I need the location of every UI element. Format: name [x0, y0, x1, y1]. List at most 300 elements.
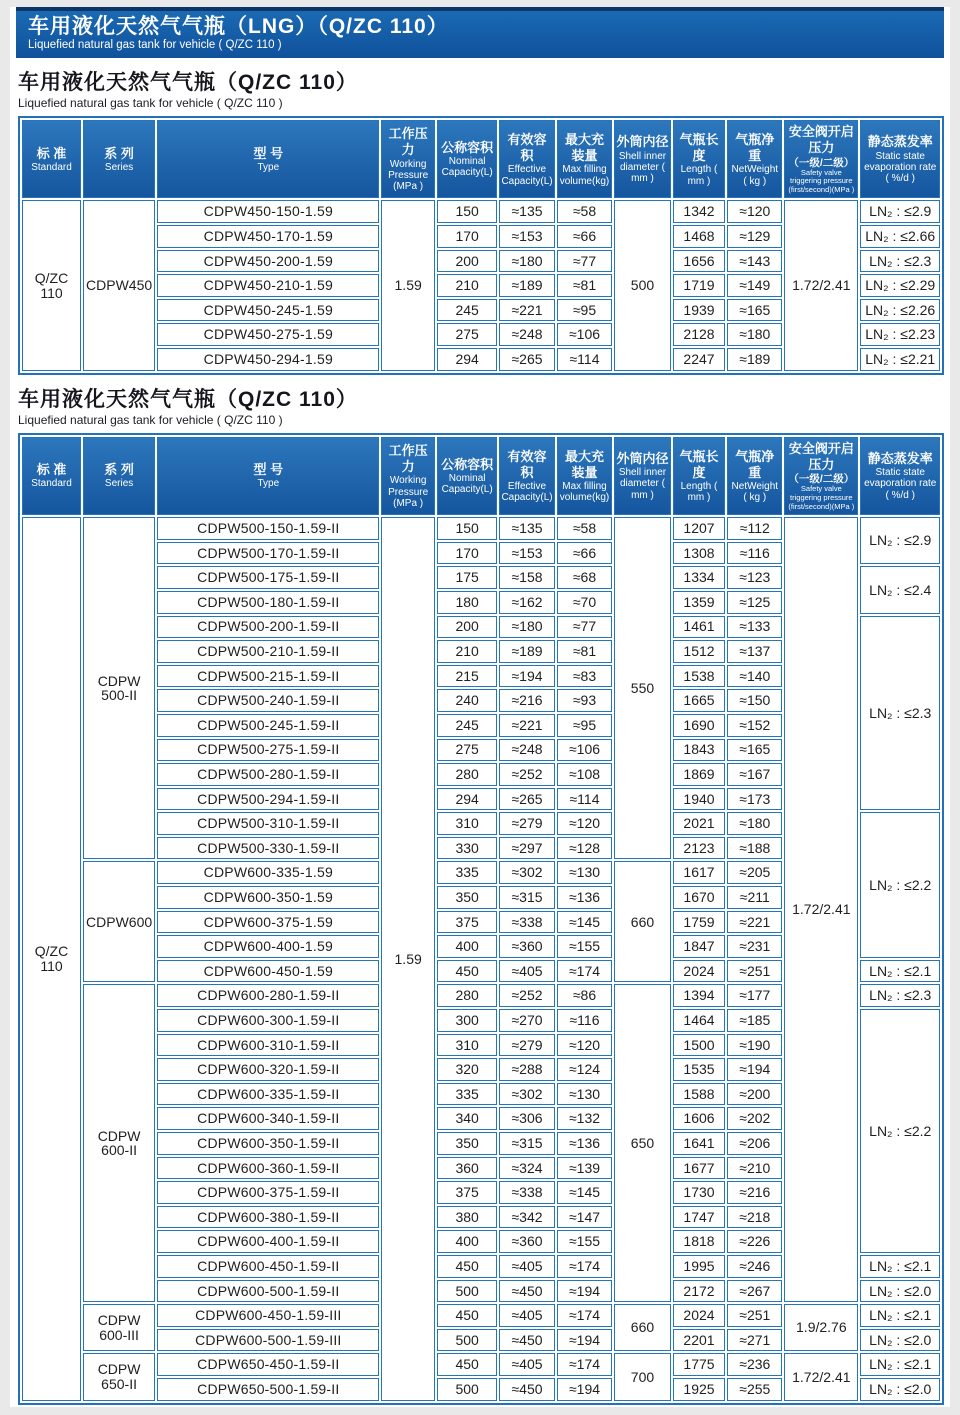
- shell-cell: 660: [614, 1304, 670, 1351]
- column-header-cn: 公称容积: [441, 456, 494, 472]
- max-filling-cell: ≈108: [557, 763, 613, 786]
- safety-cell: 1.72/2.41: [784, 1353, 858, 1400]
- section-title: 车用液化天然气气瓶（Q/ZC 110）: [18, 70, 358, 94]
- length-cell: 1775: [673, 1353, 726, 1376]
- section-subtitle: Liquefied natural gas tank for vehicle ( Q/ZC 110 ): [18, 96, 283, 111]
- net-weight-cell: ≈177: [727, 984, 782, 1007]
- net-weight-cell: ≈180: [727, 812, 782, 835]
- effective-capacity-cell: ≈302: [499, 861, 554, 884]
- length-cell: 2123: [673, 837, 726, 860]
- nominal-capacity-cell: 210: [437, 640, 498, 663]
- type-cell: CDPW450-170-1.59: [157, 225, 379, 248]
- column-header-cn: 工作压力: [388, 442, 428, 475]
- page-banner: [16, 7, 944, 58]
- column-header-en: Length ( mm ): [680, 164, 718, 187]
- max-filling-cell: ≈68: [557, 566, 613, 589]
- column-header-cn: 气瓶净重: [735, 448, 775, 480]
- column-header-cn2: （一级/二级）: [788, 473, 855, 486]
- effective-capacity-cell: ≈221: [499, 714, 554, 737]
- type-cell: CDPW600-340-1.59-II: [157, 1107, 379, 1130]
- column-header-cn: 外筒内径: [616, 451, 669, 467]
- nominal-capacity-cell: 320: [437, 1058, 498, 1081]
- net-weight-cell: ≈267: [727, 1280, 782, 1303]
- max-filling-cell: ≈174: [557, 1304, 613, 1327]
- net-weight-cell: ≈271: [727, 1329, 782, 1352]
- standard-cell: Q/ZC 110: [22, 200, 81, 370]
- column-header-en: Shell inner diameter ( mm ): [618, 467, 667, 501]
- column-header-pressure: [381, 437, 434, 515]
- max-filling-cell: ≈145: [557, 911, 613, 934]
- length-cell: 1759: [673, 911, 726, 934]
- net-weight-cell: ≈216: [727, 1181, 782, 1204]
- column-header-en: Effective Capacity(L): [501, 481, 553, 504]
- nominal-capacity-cell: 280: [437, 763, 498, 786]
- max-filling-cell: ≈155: [557, 1230, 613, 1253]
- series-cell: CDPW 650-II: [83, 1353, 155, 1400]
- column-header-max_fill: [557, 437, 613, 515]
- column-header-en: Type: [257, 161, 280, 173]
- type-cell: CDPW600-375-1.59: [157, 911, 379, 934]
- nominal-capacity-cell: 500: [437, 1329, 498, 1352]
- column-header-cn: 气瓶长度: [679, 448, 719, 480]
- nominal-capacity-cell: 294: [437, 348, 498, 371]
- max-filling-cell: ≈174: [557, 960, 613, 983]
- spec-table-cdpw450: [18, 116, 944, 375]
- table-row: [22, 200, 940, 223]
- length-cell: 1359: [673, 591, 726, 614]
- type-cell: CDPW600-360-1.59-II: [157, 1157, 379, 1180]
- effective-capacity-cell: ≈162: [499, 591, 554, 614]
- column-header-en: Safety valve triggering pressure (first/second)(MPa ): [788, 484, 855, 511]
- net-weight-cell: ≈125: [727, 591, 782, 614]
- net-weight-cell: ≈185: [727, 1009, 782, 1032]
- type-cell: CDPW600-380-1.59-II: [157, 1206, 379, 1229]
- type-cell: CDPW450-294-1.59: [157, 348, 379, 371]
- header-row: [22, 120, 940, 198]
- effective-capacity-cell: ≈324: [499, 1157, 554, 1180]
- type-cell: CDPW600-320-1.59-II: [157, 1058, 379, 1081]
- column-header-type: [157, 437, 379, 515]
- max-filling-cell: ≈114: [557, 348, 613, 371]
- max-filling-cell: ≈93: [557, 689, 613, 712]
- evaporation-cell: LN₂ : ≤2.1: [860, 1304, 940, 1327]
- type-cell: CDPW500-215-1.59-II: [157, 665, 379, 688]
- evaporation-cell: LN₂ : ≤2.9: [860, 517, 940, 564]
- type-cell: CDPW650-450-1.59-II: [157, 1353, 379, 1376]
- max-filling-cell: ≈124: [557, 1058, 613, 1081]
- type-cell: CDPW450-200-1.59: [157, 250, 379, 273]
- evaporation-cell: LN₂ : ≤2.9: [860, 200, 940, 223]
- net-weight-cell: ≈180: [727, 323, 782, 346]
- net-weight-cell: ≈236: [727, 1353, 782, 1376]
- type-cell: CDPW450-210-1.59: [157, 274, 379, 297]
- section-subtitle: Liquefied natural gas tank for vehicle ( Q/ZC 110 ): [18, 412, 283, 427]
- effective-capacity-cell: ≈265: [499, 348, 554, 371]
- series-cell: CDPW 600-III: [83, 1304, 155, 1351]
- max-filling-cell: ≈174: [557, 1255, 613, 1278]
- column-header-cn: 型 号: [253, 145, 284, 161]
- nominal-capacity-cell: 375: [437, 911, 498, 934]
- series-cell: CDPW450: [83, 200, 155, 370]
- effective-capacity-cell: ≈279: [499, 1034, 554, 1057]
- section-cdpw500-650: [16, 388, 944, 1405]
- nominal-capacity-cell: 175: [437, 566, 498, 589]
- length-cell: 2247: [673, 348, 726, 371]
- max-filling-cell: ≈194: [557, 1329, 613, 1352]
- effective-capacity-cell: ≈221: [499, 299, 554, 322]
- max-filling-cell: ≈194: [557, 1378, 613, 1401]
- effective-capacity-cell: ≈279: [499, 812, 554, 835]
- evaporation-cell: LN₂ : ≤2.3: [860, 616, 940, 811]
- nominal-capacity-cell: 350: [437, 1132, 498, 1155]
- column-header-en: Nominal Capacity(L): [441, 472, 493, 496]
- column-header-length: [673, 120, 726, 198]
- column-header-cn: 工作压力: [388, 126, 428, 158]
- effective-capacity-cell: ≈315: [499, 1132, 554, 1155]
- length-cell: 1308: [673, 542, 726, 565]
- nominal-capacity-cell: 450: [437, 1304, 498, 1327]
- banner-title: 车用液化天然气气瓶（LNG）（Q/ZC 110）: [28, 15, 449, 38]
- evaporation-cell: LN₂ : ≤2.0: [860, 1329, 940, 1352]
- length-cell: 1656: [673, 250, 726, 273]
- net-weight-cell: ≈149: [727, 274, 782, 297]
- max-filling-cell: ≈83: [557, 665, 613, 688]
- column-header-en: Type: [257, 478, 280, 490]
- length-cell: 1588: [673, 1083, 726, 1106]
- max-filling-cell: ≈120: [557, 1034, 613, 1057]
- max-filling-cell: ≈136: [557, 1132, 613, 1155]
- length-cell: 1995: [673, 1255, 726, 1278]
- nominal-capacity-cell: 400: [437, 935, 498, 958]
- net-weight-cell: ≈218: [727, 1206, 782, 1229]
- length-cell: 1940: [673, 788, 726, 811]
- length-cell: 1535: [673, 1058, 726, 1081]
- effective-capacity-cell: ≈248: [499, 739, 554, 762]
- net-weight-cell: ≈167: [727, 763, 782, 786]
- evaporation-cell: LN₂ : ≤2.0: [860, 1280, 940, 1303]
- net-weight-cell: ≈210: [727, 1157, 782, 1180]
- shell-cell: 700: [614, 1353, 670, 1400]
- effective-capacity-cell: ≈405: [499, 1304, 554, 1327]
- column-header-cn: 气瓶净重: [735, 131, 775, 164]
- safety-cell: 1.9/2.76: [784, 1304, 858, 1351]
- nominal-capacity-cell: 350: [437, 886, 498, 909]
- nominal-capacity-cell: 500: [437, 1280, 498, 1303]
- column-header-shell: [614, 120, 670, 198]
- type-cell: CDPW600-450-1.59: [157, 960, 379, 983]
- column-header-cn: 气瓶长度: [679, 131, 719, 164]
- effective-capacity-cell: ≈450: [499, 1329, 554, 1352]
- type-cell: CDPW500-294-1.59-II: [157, 788, 379, 811]
- nominal-capacity-cell: 180: [437, 591, 498, 614]
- evaporation-cell: LN₂ : ≤2.1: [860, 1255, 940, 1278]
- nominal-capacity-cell: 450: [437, 960, 498, 983]
- effective-capacity-cell: ≈405: [499, 960, 554, 983]
- nominal-capacity-cell: 210: [437, 274, 498, 297]
- column-header-cn2: （一级/二级）: [788, 156, 855, 169]
- type-cell: CDPW650-500-1.59-II: [157, 1378, 379, 1401]
- max-filling-cell: ≈116: [557, 1009, 613, 1032]
- content-area: [10, 7, 950, 1407]
- shell-cell: 650: [614, 984, 670, 1302]
- effective-capacity-cell: ≈180: [499, 250, 554, 273]
- effective-capacity-cell: ≈302: [499, 1083, 554, 1106]
- length-cell: 1730: [673, 1181, 726, 1204]
- max-filling-cell: ≈66: [557, 225, 613, 248]
- effective-capacity-cell: ≈194: [499, 665, 554, 688]
- pressure-cell: 1.59: [381, 200, 434, 370]
- type-cell: CDPW600-350-1.59-II: [157, 1132, 379, 1155]
- net-weight-cell: ≈165: [727, 739, 782, 762]
- length-cell: 2201: [673, 1329, 726, 1352]
- nominal-capacity-cell: 280: [437, 984, 498, 1007]
- column-header-net_weight: [727, 437, 782, 515]
- nominal-capacity-cell: 380: [437, 1206, 498, 1229]
- nominal-capacity-cell: 300: [437, 1009, 498, 1032]
- evaporation-cell: LN₂ : ≤2.1: [860, 960, 940, 983]
- column-header-standard: [22, 120, 81, 198]
- banner-subtitle: Liquefied natural gas tank for vehicle ( Q/ZC 110 ): [28, 39, 282, 52]
- nominal-capacity-cell: 240: [437, 689, 498, 712]
- net-weight-cell: ≈246: [727, 1255, 782, 1278]
- column-header-net_weight: [727, 120, 782, 198]
- type-cell: CDPW600-500-1.59-II: [157, 1280, 379, 1303]
- column-header-en: Max filling volume(kg): [559, 164, 610, 187]
- net-weight-cell: ≈189: [727, 348, 782, 371]
- column-header-cn: 最大充装量: [564, 448, 604, 480]
- column-header-cn: 型 号: [253, 462, 284, 478]
- column-header-evaporation: [860, 437, 940, 515]
- column-header-en: Static state evaporation rate ( %/d ): [864, 467, 937, 501]
- column-header-cn: 安全阀开启压力: [788, 440, 854, 472]
- column-header-length: [673, 437, 726, 515]
- nominal-capacity-cell: 330: [437, 837, 498, 860]
- column-header-cn: 系 列: [104, 462, 134, 478]
- type-cell: CDPW500-170-1.59-II: [157, 542, 379, 565]
- max-filling-cell: ≈95: [557, 299, 613, 322]
- max-filling-cell: ≈130: [557, 861, 613, 884]
- net-weight-cell: ≈202: [727, 1107, 782, 1130]
- length-cell: 2172: [673, 1280, 726, 1303]
- column-header-en: Shell inner diameter ( mm ): [618, 150, 667, 184]
- type-cell: CDPW500-240-1.59-II: [157, 689, 379, 712]
- column-header-cn: 最大充装量: [564, 131, 604, 164]
- net-weight-cell: ≈150: [727, 689, 782, 712]
- max-filling-cell: ≈194: [557, 1280, 613, 1303]
- evaporation-cell: LN₂ : ≤2.29: [860, 274, 940, 297]
- effective-capacity-cell: ≈180: [499, 616, 554, 639]
- max-filling-cell: ≈130: [557, 1083, 613, 1106]
- max-filling-cell: ≈132: [557, 1107, 613, 1130]
- nominal-capacity-cell: 375: [437, 1181, 498, 1204]
- max-filling-cell: ≈77: [557, 250, 613, 273]
- type-cell: CDPW500-330-1.59-II: [157, 837, 379, 860]
- net-weight-cell: ≈140: [727, 665, 782, 688]
- nominal-capacity-cell: 450: [437, 1353, 498, 1376]
- max-filling-cell: ≈145: [557, 1181, 613, 1204]
- column-header-en: NetWeight ( kg ): [731, 164, 779, 187]
- type-cell: CDPW450-245-1.59: [157, 299, 379, 322]
- series-cell: CDPW 500-II: [83, 517, 155, 859]
- effective-capacity-cell: ≈265: [499, 788, 554, 811]
- length-cell: 1843: [673, 739, 726, 762]
- effective-capacity-cell: ≈189: [499, 274, 554, 297]
- section-cdpw450: [16, 71, 944, 375]
- nominal-capacity-cell: 245: [437, 714, 498, 737]
- type-cell: CDPW500-180-1.59-II: [157, 591, 379, 614]
- effective-capacity-cell: ≈360: [499, 1230, 554, 1253]
- column-header-en: Safety valve triggering pressure (first/second)(MPa ): [788, 167, 855, 194]
- nominal-capacity-cell: 275: [437, 323, 498, 346]
- column-header-cn: 外筒内径: [616, 134, 669, 150]
- max-filling-cell: ≈128: [557, 837, 613, 860]
- net-weight-cell: ≈133: [727, 616, 782, 639]
- effective-capacity-cell: ≈306: [499, 1107, 554, 1130]
- max-filling-cell: ≈106: [557, 323, 613, 346]
- length-cell: 1464: [673, 1009, 726, 1032]
- effective-capacity-cell: ≈315: [499, 886, 554, 909]
- effective-capacity-cell: ≈252: [499, 984, 554, 1007]
- net-weight-cell: ≈221: [727, 911, 782, 934]
- type-cell: CDPW500-210-1.59-II: [157, 640, 379, 663]
- net-weight-cell: ≈137: [727, 640, 782, 663]
- evaporation-cell: LN₂ : ≤2.2: [860, 1009, 940, 1253]
- net-weight-cell: ≈194: [727, 1058, 782, 1081]
- column-header-safety: [784, 120, 858, 198]
- net-weight-cell: ≈255: [727, 1378, 782, 1401]
- max-filling-cell: ≈155: [557, 935, 613, 958]
- column-header-cn: 系 列: [104, 145, 134, 161]
- max-filling-cell: ≈120: [557, 812, 613, 835]
- effective-capacity-cell: ≈342: [499, 1206, 554, 1229]
- max-filling-cell: ≈66: [557, 542, 613, 565]
- column-header-en: Standard: [31, 161, 72, 173]
- effective-capacity-cell: ≈135: [499, 200, 554, 223]
- length-cell: 1342: [673, 200, 726, 223]
- length-cell: 1670: [673, 886, 726, 909]
- header-row: [22, 437, 940, 515]
- nominal-capacity-cell: 335: [437, 861, 498, 884]
- effective-capacity-cell: ≈338: [499, 1181, 554, 1204]
- column-header-pressure: [381, 120, 434, 198]
- max-filling-cell: ≈81: [557, 274, 613, 297]
- type-cell: CDPW450-150-1.59: [157, 200, 379, 223]
- length-cell: 1606: [673, 1107, 726, 1130]
- length-cell: 1394: [673, 984, 726, 1007]
- evaporation-cell: LN₂ : ≤2.26: [860, 299, 940, 322]
- net-weight-cell: ≈143: [727, 250, 782, 273]
- length-cell: 1818: [673, 1230, 726, 1253]
- max-filling-cell: ≈86: [557, 984, 613, 1007]
- type-cell: CDPW600-375-1.59-II: [157, 1181, 379, 1204]
- length-cell: 1925: [673, 1378, 726, 1401]
- nominal-capacity-cell: 150: [437, 517, 498, 540]
- column-header-cn: 静态蒸发率: [867, 134, 933, 150]
- effective-capacity-cell: ≈405: [499, 1255, 554, 1278]
- nominal-capacity-cell: 340: [437, 1107, 498, 1130]
- type-cell: CDPW500-310-1.59-II: [157, 812, 379, 835]
- table-row: [22, 1304, 940, 1327]
- net-weight-cell: ≈112: [727, 517, 782, 540]
- net-weight-cell: ≈120: [727, 200, 782, 223]
- type-cell: CDPW600-280-1.59-II: [157, 984, 379, 1007]
- effective-capacity-cell: ≈450: [499, 1378, 554, 1401]
- column-header-en: NetWeight ( kg ): [731, 481, 779, 504]
- column-header-effective: [499, 120, 554, 198]
- type-cell: CDPW600-335-1.59-II: [157, 1083, 379, 1106]
- net-weight-cell: ≈231: [727, 935, 782, 958]
- type-cell: CDPW600-500-1.59-III: [157, 1329, 379, 1352]
- effective-capacity-cell: ≈338: [499, 911, 554, 934]
- safety-cell: 1.72/2.41: [784, 200, 858, 370]
- type-cell: CDPW500-245-1.59-II: [157, 714, 379, 737]
- effective-capacity-cell: ≈158: [499, 566, 554, 589]
- pressure-cell: 1.59: [381, 517, 434, 1400]
- type-cell: CDPW600-350-1.59: [157, 886, 379, 909]
- net-weight-cell: ≈129: [727, 225, 782, 248]
- max-filling-cell: ≈136: [557, 886, 613, 909]
- length-cell: 1747: [673, 1206, 726, 1229]
- type-cell: CDPW500-175-1.59-II: [157, 566, 379, 589]
- effective-capacity-cell: ≈216: [499, 689, 554, 712]
- nominal-capacity-cell: 400: [437, 1230, 498, 1253]
- column-header-en: Working Pressure (MPa ): [388, 158, 429, 193]
- column-header-en: Standard: [31, 478, 72, 490]
- column-header-cn: 标 准: [36, 462, 67, 478]
- column-header-cn: 安全阀开启压力: [788, 124, 854, 156]
- nominal-capacity-cell: 150: [437, 200, 498, 223]
- max-filling-cell: ≈70: [557, 591, 613, 614]
- max-filling-cell: ≈95: [557, 714, 613, 737]
- max-filling-cell: ≈77: [557, 616, 613, 639]
- column-header-en: Static state evaporation rate ( %/d ): [864, 150, 937, 184]
- length-cell: 1538: [673, 665, 726, 688]
- column-header-cn: 标 准: [36, 145, 67, 161]
- column-header-nominal: [437, 437, 498, 515]
- nominal-capacity-cell: 215: [437, 665, 498, 688]
- column-header-en: Effective Capacity(L): [501, 164, 553, 187]
- type-cell: CDPW600-310-1.59-II: [157, 1034, 379, 1057]
- net-weight-cell: ≈251: [727, 960, 782, 983]
- nominal-capacity-cell: 245: [437, 299, 498, 322]
- spec-table-cdpw500-650: [18, 433, 944, 1405]
- nominal-capacity-cell: 310: [437, 812, 498, 835]
- shell-cell: 550: [614, 517, 670, 859]
- nominal-capacity-cell: 170: [437, 225, 498, 248]
- column-header-en: Working Pressure (MPa ): [388, 475, 429, 509]
- net-weight-cell: ≈211: [727, 886, 782, 909]
- effective-capacity-cell: ≈252: [499, 763, 554, 786]
- evaporation-cell: LN₂ : ≤2.23: [860, 323, 940, 346]
- column-header-en: Nominal Capacity(L): [441, 156, 493, 179]
- length-cell: 1334: [673, 566, 726, 589]
- nominal-capacity-cell: 294: [437, 788, 498, 811]
- net-weight-cell: ≈173: [727, 788, 782, 811]
- shell-cell: 500: [614, 200, 670, 370]
- column-header-max_fill: [557, 120, 613, 198]
- length-cell: 2021: [673, 812, 726, 835]
- type-cell: CDPW450-275-1.59: [157, 323, 379, 346]
- length-cell: 1677: [673, 1157, 726, 1180]
- column-header-en: Length ( mm ): [680, 481, 718, 504]
- column-header-effective: [499, 437, 554, 515]
- effective-capacity-cell: ≈189: [499, 640, 554, 663]
- type-cell: CDPW500-200-1.59-II: [157, 616, 379, 639]
- type-cell: CDPW500-150-1.59-II: [157, 517, 379, 540]
- column-header-nominal: [437, 120, 498, 198]
- nominal-capacity-cell: 170: [437, 542, 498, 565]
- column-header-en: Series: [104, 478, 134, 490]
